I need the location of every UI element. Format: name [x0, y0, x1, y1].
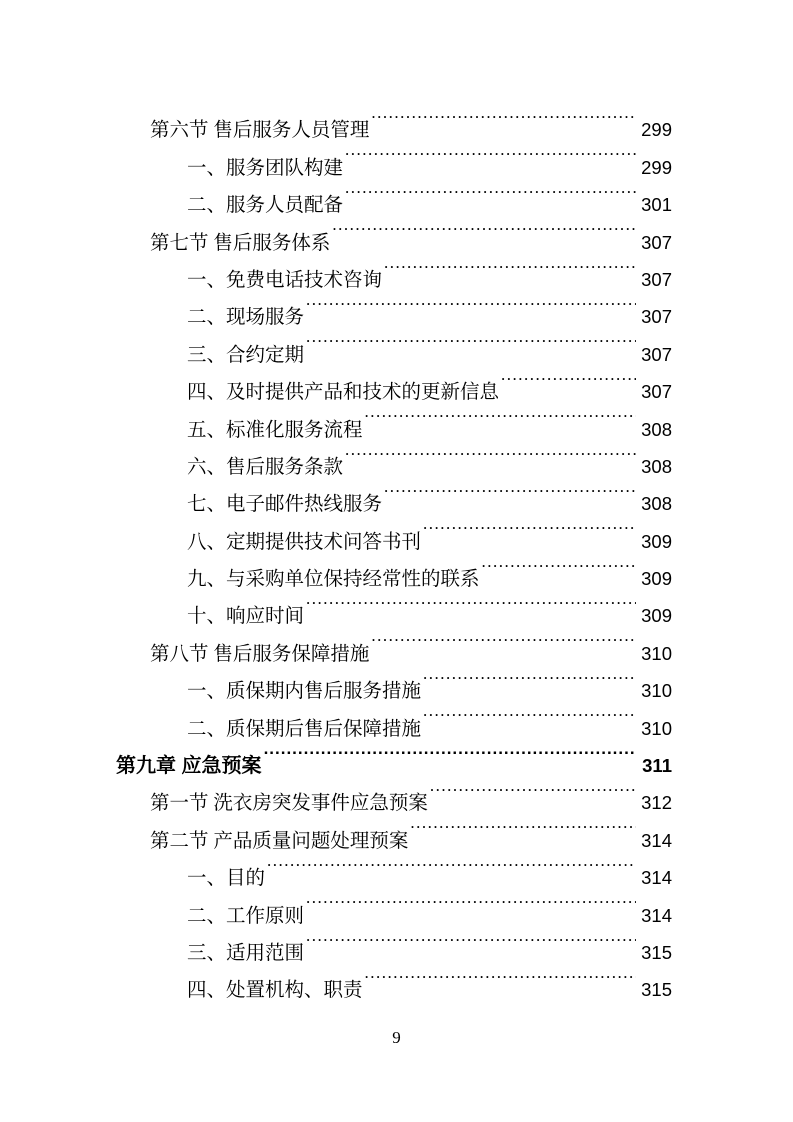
toc-entry-label: 一、服务团队构建 [187, 157, 344, 179]
toc-entry-page: 307 [641, 306, 672, 328]
dot-leader [345, 436, 636, 473]
toc-entry-label: 二、现场服务 [187, 307, 305, 329]
toc-entry-label: 第七节 售后服务体系 [150, 232, 331, 254]
toc-entry-label: 第二节 产品质量问题处理预案 [150, 830, 409, 852]
toc-entry-page: 308 [641, 455, 672, 477]
toc-entry-page: 314 [641, 867, 672, 889]
toc-entry-page: 307 [641, 231, 672, 253]
dot-leader [306, 286, 636, 323]
dot-leader [365, 398, 636, 435]
dot-leader [501, 361, 636, 398]
toc-entry-label: 一、免费电话技术咨询 [187, 269, 383, 291]
toc-entry-page: 308 [641, 418, 672, 440]
toc-entry-label: 一、质保期内售后服务措施 [187, 681, 422, 703]
toc-entry-label: 第一节 洗衣房突发事件应急预案 [150, 793, 428, 815]
dot-leader [306, 922, 636, 959]
dot-leader [264, 735, 636, 772]
dot-leader [332, 211, 636, 248]
toc-entry-label: 二、质保期后售后保障措施 [187, 718, 422, 740]
dot-leader [430, 772, 636, 809]
dot-leader [482, 548, 636, 585]
toc-entry-page: 310 [641, 717, 672, 739]
toc-entry-page: 307 [641, 343, 672, 365]
dot-leader [267, 847, 636, 884]
dot-leader [423, 660, 636, 697]
toc-entry-label: 八、定期提供技术问答书刊 [187, 531, 422, 553]
toc-entry-label: 第九章 应急预案 [116, 755, 262, 778]
toc-entry-label: 五、标准化服务流程 [187, 419, 363, 441]
dot-leader [410, 809, 636, 846]
toc-entry-page: 307 [641, 268, 672, 290]
toc-entry-label: 四、及时提供产品和技术的更新信息 [187, 382, 500, 404]
dot-leader [345, 174, 636, 211]
dot-leader [423, 510, 636, 547]
toc-entry-page: 314 [641, 904, 672, 926]
toc-entry-page: 311 [642, 755, 672, 777]
toc-entry-label: 七、电子邮件热线服务 [187, 494, 383, 516]
toc-entry-page: 309 [641, 605, 672, 627]
toc-entry-label: 三、适用范围 [187, 942, 305, 964]
toc-entry-page: 309 [641, 530, 672, 552]
toc-entry-page: 315 [641, 979, 672, 1001]
dot-leader [365, 959, 636, 996]
toc-entry-label: 第八节 售后服务保障措施 [150, 643, 370, 665]
toc-entry-page: 299 [641, 119, 672, 141]
dot-leader [371, 99, 636, 136]
toc-entry-page: 310 [641, 680, 672, 702]
toc-entry-page: 314 [641, 829, 672, 851]
page-number: 9 [392, 1028, 401, 1047]
toc-entry-label: 第六节 售后服务人员管理 [150, 120, 370, 142]
dot-leader [384, 473, 636, 510]
dot-leader [384, 249, 636, 286]
page-footer [0, 1028, 793, 1048]
dot-leader [306, 585, 636, 622]
dot-leader [306, 323, 636, 360]
dot-leader [306, 884, 636, 921]
toc-entry-page: 301 [641, 194, 672, 216]
toc-entry-label: 十、响应时间 [187, 606, 305, 628]
dot-leader [423, 697, 636, 734]
dot-leader [345, 136, 636, 173]
toc-entry-label: 二、工作原则 [187, 905, 305, 927]
toc-entry-label: 一、目的 [187, 868, 266, 890]
toc-entry-label: 四、处置机构、职责 [187, 980, 363, 1002]
toc-entry-label: 六、售后服务条款 [187, 456, 344, 478]
toc-entry-page: 307 [641, 381, 672, 403]
toc-entry-page: 312 [641, 792, 672, 814]
toc-entry-page: 309 [641, 568, 672, 590]
toc-entry-label: 九、与采购单位保持经常性的联系 [187, 569, 480, 591]
toc-entry-page: 308 [641, 493, 672, 515]
dot-leader [371, 622, 636, 659]
toc-entry-page: 310 [641, 642, 672, 664]
toc-entry-label: 二、服务人员配备 [187, 195, 344, 217]
toc-entry-page: 315 [641, 941, 672, 963]
toc-entry-page: 299 [641, 156, 672, 178]
toc-entry-label: 三、合约定期 [187, 344, 305, 366]
toc-list [116, 99, 672, 1002]
toc-entry [150, 99, 672, 142]
